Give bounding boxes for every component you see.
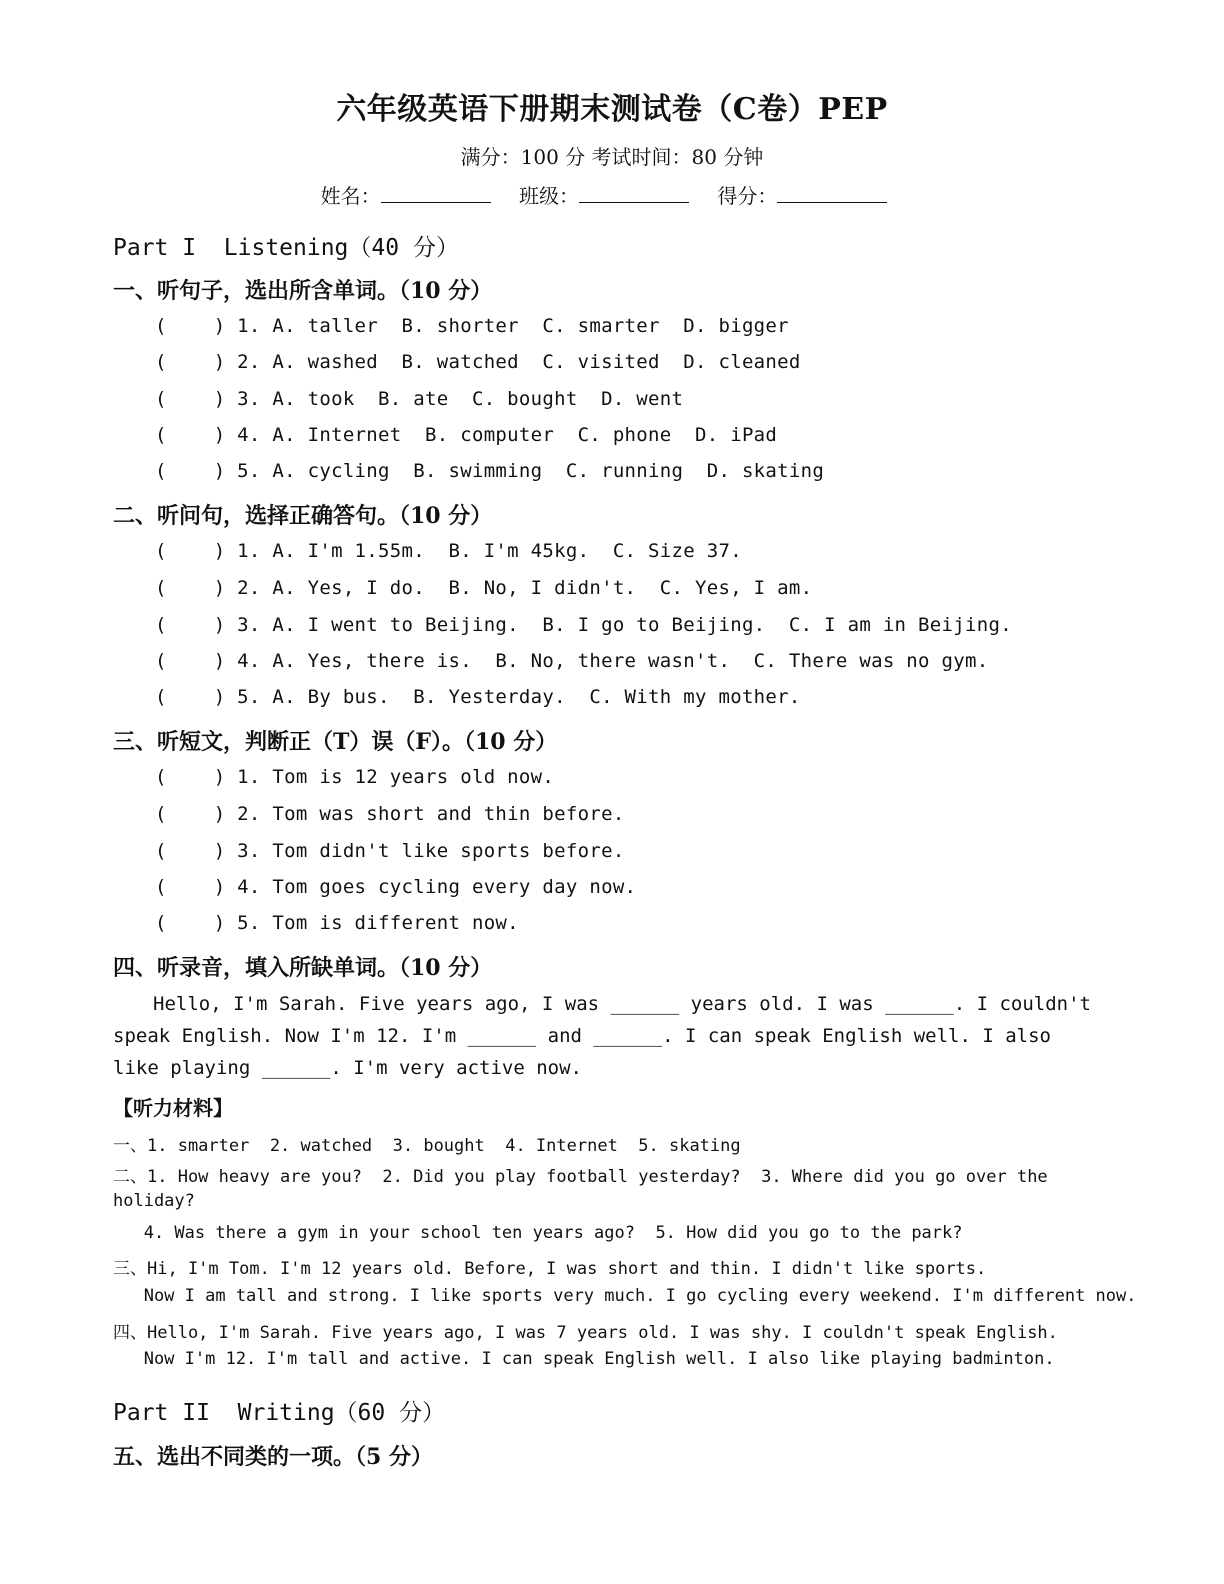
name-label: 姓名： — [320, 184, 381, 208]
part-2-heading: Part II Writing（60 分） — [113, 1400, 446, 1426]
material-line: 二、1. How heavy are you? 2. Did you play football yesterday? 3. Where did you go over the — [113, 1167, 1048, 1187]
material-line: Now I am tall and strong. I like sports very much. I go cycling every weekend. I'm different now. — [113, 1286, 1137, 1306]
question-item: ( ) 2. Tom was short and thin before. — [155, 803, 625, 825]
question-item: ( ) 4. A. Internet B. computer C. phone D. iPad — [155, 424, 778, 446]
section-5-heading: 五、选出不同类的一项。（5 分） — [113, 1444, 433, 1470]
part-1-heading: Part I Listening（40 分） — [113, 235, 459, 261]
question-item: ( ) 4. A. Yes, there is. B. No, there wasn't. C. There was no gym. — [155, 650, 989, 672]
exam-title: 六年级英语下册期末测试卷（C卷）PEP — [336, 92, 888, 127]
fill-in-paragraph: Hello, I'm Sarah. Five years ago, I was ______ years old. I was ______. I couldn't speak English. Now I'm 12. I'm ______ and ______. I can speak English well. I also like playing ______. I'm very active now. — [113, 993, 1091, 1079]
exam-subtitle: 满分：100 分 考试时间：80 分钟 — [460, 145, 764, 169]
question-item: ( ) 5. A. cycling B. swimming C. running D. skating — [155, 460, 825, 482]
question-item: ( ) 2. A. Yes, I do. B. No, I didn't. C. Yes, I am. — [155, 577, 813, 599]
score-label: 得分： — [717, 184, 778, 208]
section-3-heading: 三、听短文，判断正（T）误（F）。（10 分） — [113, 729, 558, 755]
question-item: ( ) 1. A. I'm 1.55m. B. I'm 45kg. C. Size 37. — [155, 540, 742, 562]
material-line: Now I'm 12. I'm tall and active. I can speak English well. I also like playing badminton. — [113, 1349, 1055, 1369]
question-item: ( ) 2. A. washed B. watched C. visited D. cleaned — [155, 351, 801, 373]
listening-material-heading: 【听力材料】 — [113, 1096, 233, 1120]
score-blank[interactable] — [777, 184, 887, 203]
class-label: 班级： — [519, 184, 579, 208]
name-blank[interactable] — [381, 184, 491, 203]
question-item: ( ) 5. Tom is different now. — [155, 912, 519, 934]
question-item: ( ) 1. A. taller B. shorter C. smarter D. bigger — [155, 315, 789, 337]
section-2-heading: 二、听问句，选择正确答句。（10 分） — [113, 503, 493, 529]
section-1-heading: 一、听句子，选出所含单词。（10 分） — [113, 278, 493, 304]
question-item: ( ) 5. A. By bus. B. Yesterday. C. With my mother. — [155, 686, 801, 708]
material-line: 三、Hi, I'm Tom. I'm 12 years old. Before, I was short and thin. I didn't like sports. — [113, 1259, 987, 1279]
material-line: 四、Hello, I'm Sarah. Five years ago, I was 7 years old. I was shy. I couldn't speak English. — [113, 1323, 1058, 1343]
question-item: ( ) 3. A. I went to Beijing. B. I go to Beijing. C. I am in Beijing. — [155, 614, 1012, 636]
question-item: ( ) 3. Tom didn't like sports before. — [155, 840, 625, 862]
section-4-heading: 四、听录音，填入所缺单词。（10 分） — [113, 955, 493, 981]
question-item: ( ) 4. Tom goes cycling every day now. — [155, 876, 637, 898]
question-item: ( ) 1. Tom is 12 years old now. — [155, 766, 555, 788]
student-info-row — [0, 180, 1224, 209]
question-item: ( ) 3. A. took B. ate C. bought D. went — [155, 388, 684, 410]
class-blank[interactable] — [579, 184, 689, 203]
material-line: 一、1. smarter 2. watched 3. bought 4. Internet 5. skating — [113, 1136, 741, 1156]
material-line: 4. Was there a gym in your school ten years ago? 5. How did you go to the park? — [113, 1223, 963, 1243]
material-line: holiday? — [113, 1191, 195, 1211]
